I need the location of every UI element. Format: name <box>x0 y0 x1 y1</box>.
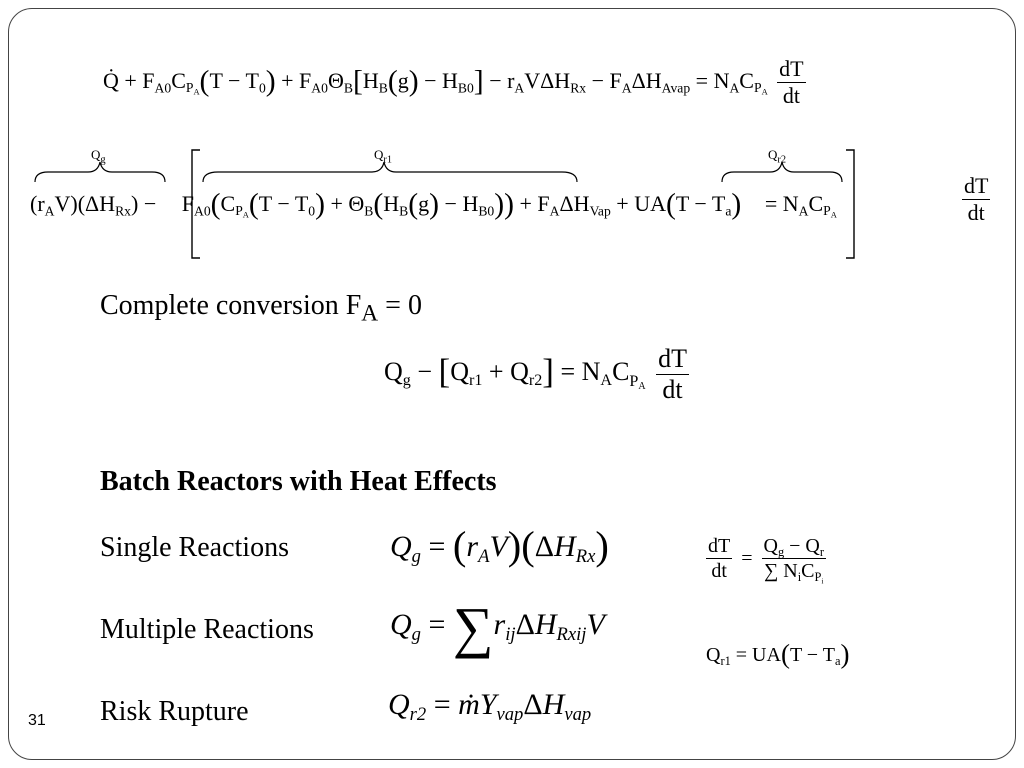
multiple-reactions-formula: $Q_g = \sum r_{ij}\Delta H_{Rxij}V$ <box>390 596 605 660</box>
risk-rupture-label: Risk Rupture <box>100 696 249 727</box>
eq3-fraction: $\frac{dT}{dt}$ <box>658 344 687 404</box>
eq1-frac-den: dt <box>782 83 800 108</box>
eq1-lhs: Q̇ + $F_{A0}C_{P_A}(T - T_0) + F_{A0}\Theta_B[H_B(g) - H_{B0}] - r_AV\Delta H_{Rx} - F_A\Delta H_{Avap} = N_AC_{P_A}$ <box>103 64 768 97</box>
complete-conversion-text: Complete conversion $F_A = 0$ <box>100 290 422 327</box>
eq2-fraction: $\frac{dT}{dt}$ <box>964 173 989 225</box>
single-reactions-formula: $Q_g = (r_AV)(\Delta H_{Rx})$ <box>390 523 609 568</box>
eq2-rhs: = $N_AC_{P_A}$ <box>764 190 837 220</box>
eq2-vap-term: + $F_A\Delta H_{Vap}$ + <box>519 190 629 218</box>
side-equation-temperature-rate: $\frac{dT}{dt}$ = $\frac{Q_g - Q_r}{\sum N_iC_{P_i}}$ <box>708 535 825 586</box>
eq2-ua-term: $UA(T - T_a)$ <box>634 188 742 220</box>
eq2-removal-term-1: $F_{A0}(C_{P_A}(T - T_0) + \Theta_B(H_B(g) - H_{B0}))$ <box>181 188 515 220</box>
energy-balance-equation-2 <box>30 190 837 220</box>
section-heading: Batch Reactors with Heat Effects <box>100 466 497 497</box>
eq3-lhs: $Q_g - [Q_{r1} + Q_{r2}] = N_AC_{P_A}$ <box>384 352 646 392</box>
eq2-generation-term: $(r_AV)(\Delta H_{Rx})$ <box>30 190 139 218</box>
eq1-frac-num: dT <box>779 56 804 81</box>
multiple-reactions-label: Multiple Reactions <box>100 614 314 645</box>
slide-number: 31 <box>28 712 46 729</box>
single-reactions-label: Single Reactions <box>100 532 289 563</box>
eq2-minus: − <box>143 190 157 216</box>
side-equation-qr1: $Q_{r1} = UA(T - T_a)$ <box>706 639 850 669</box>
risk-rupture-formula: $Q_{r2}$ = $ṁY_{vap}\Delta H_{vap}$ <box>388 688 592 725</box>
energy-balance-equation-3 <box>384 346 693 403</box>
label-qr1: $Q_{r1}$ <box>374 147 393 166</box>
label-qg: $Q_g$ <box>91 147 106 166</box>
label-qr2: $Q_{r2}$ <box>768 147 787 166</box>
